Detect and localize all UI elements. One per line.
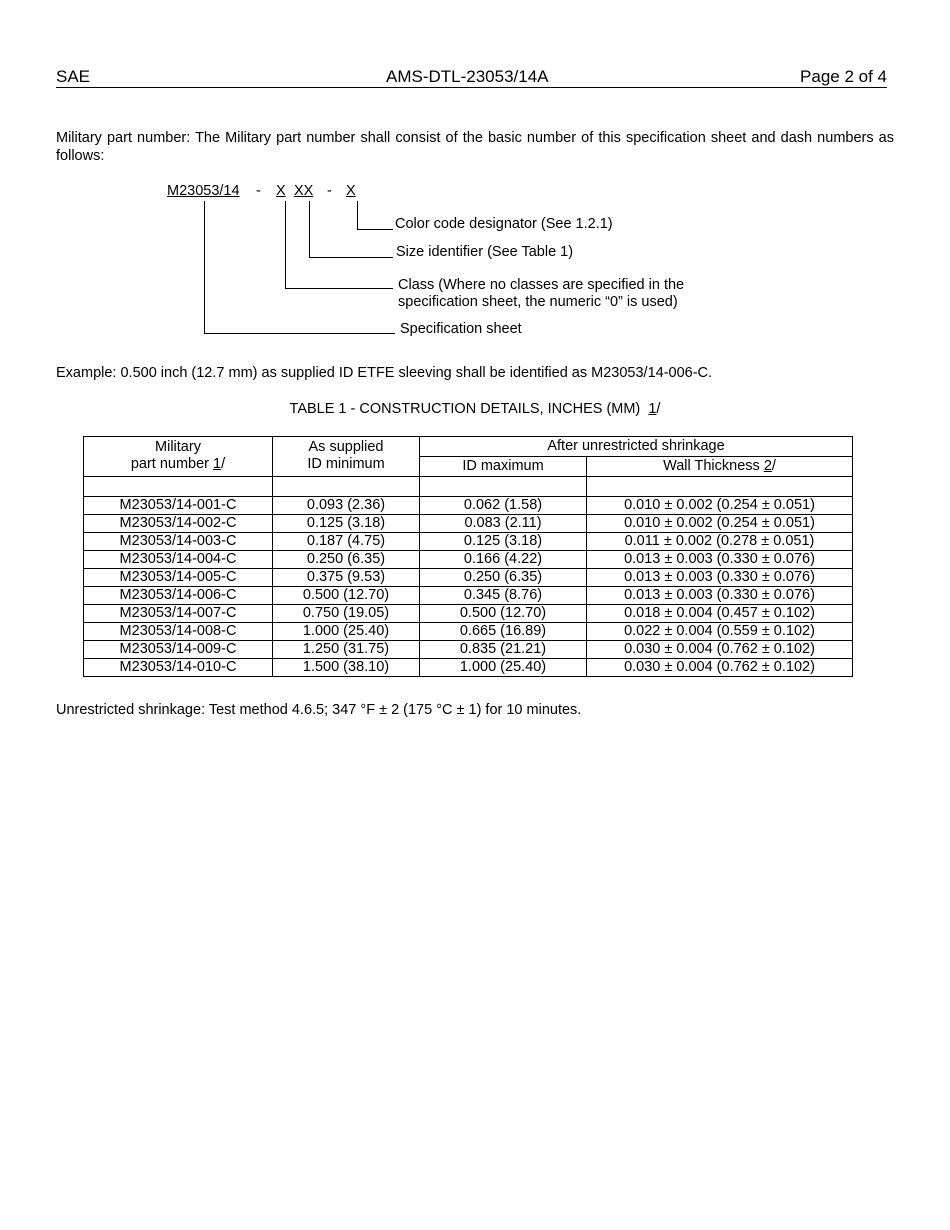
pn-dash-2: - <box>327 183 332 199</box>
intro-paragraph: Military part number: The Military part number shall consist of the basic number of this specification sheet and dash numbers as follows: <box>56 130 894 164</box>
header-wall-thickness <box>587 457 853 477</box>
cell-wall-thickness: 0.030 ± 0.004 (0.762 ± 0.102) <box>587 659 853 677</box>
header-page-number: Page 2 of 4 <box>800 67 887 86</box>
spacer-cell <box>587 477 853 497</box>
spacer-cell <box>420 477 587 497</box>
cell-id-maximum: 0.345 (8.76) <box>420 587 587 605</box>
size-connector-vertical <box>309 201 310 258</box>
cell-id-maximum: 0.083 (2.11) <box>420 515 587 533</box>
cell-wall-thickness: 0.013 ± 0.003 (0.330 ± 0.076) <box>587 587 853 605</box>
cell-id-maximum: 0.062 (1.58) <box>420 497 587 515</box>
cell-wall-thickness: 0.010 ± 0.002 (0.254 ± 0.051) <box>587 497 853 515</box>
label-color-code: Color code designator (See 1.2.1) <box>395 216 613 232</box>
pn-spec: M23053/14 <box>167 183 240 199</box>
table-body <box>84 497 853 677</box>
cell-wall-thickness: 0.011 ± 0.002 (0.278 ± 0.051) <box>587 533 853 551</box>
cell-part-number: M23053/14-007-C <box>84 605 273 623</box>
header-col1-suffix: / <box>221 456 226 472</box>
header-org: SAE <box>56 67 91 86</box>
table-row <box>84 641 853 659</box>
cell-part-number: M23053/14-004-C <box>84 551 273 569</box>
cell-wall-thickness: 0.010 ± 0.002 (0.254 ± 0.051) <box>587 515 853 533</box>
table-row <box>84 515 853 533</box>
cell-id-minimum: 1.000 (25.40) <box>273 623 420 641</box>
pn-dash-1: - <box>256 183 261 199</box>
table-row <box>84 605 853 623</box>
spacer-cell <box>273 477 420 497</box>
cell-part-number: M23053/14-008-C <box>84 623 273 641</box>
spec-connector-vertical <box>204 201 205 334</box>
header-col4-suffix: / <box>771 458 776 474</box>
label-class-line-2: specification sheet, the numeric “0” is used) <box>398 294 678 310</box>
cell-id-minimum: 0.500 (12.70) <box>273 587 420 605</box>
header-col1-line1: Military <box>155 439 201 455</box>
cell-id-maximum: 0.835 (21.21) <box>420 641 587 659</box>
cell-id-minimum: 1.500 (38.10) <box>273 659 420 677</box>
pn-color: X <box>346 183 356 199</box>
cell-wall-thickness: 0.022 ± 0.004 (0.559 ± 0.102) <box>587 623 853 641</box>
table-row <box>84 551 853 569</box>
header-as-supplied <box>273 437 420 477</box>
table-row <box>84 623 853 641</box>
table-row <box>84 587 853 605</box>
table-caption-text: TABLE 1 - CONSTRUCTION DETAILS, INCHES (MM) <box>289 401 641 417</box>
pn-class: X <box>276 183 286 199</box>
header-col4-text: Wall Thickness <box>663 458 760 474</box>
color-connector-vertical <box>357 201 358 230</box>
header-col1-line2: part number <box>130 456 210 472</box>
cell-part-number: M23053/14-010-C <box>84 659 273 677</box>
cell-id-maximum: 0.500 (12.70) <box>420 605 587 623</box>
header-military-part-number <box>84 437 273 477</box>
construction-details-table <box>83 436 853 677</box>
cell-part-number: M23053/14-001-C <box>84 497 273 515</box>
cell-wall-thickness: 0.030 ± 0.004 (0.762 ± 0.102) <box>587 641 853 659</box>
pn-size: XX <box>294 183 314 199</box>
color-connector-horizontal <box>357 229 393 230</box>
cell-id-maximum: 0.125 (3.18) <box>420 533 587 551</box>
header-col1-line2-wrap <box>84 456 272 473</box>
table-spacer-row <box>84 477 853 497</box>
cell-id-minimum: 0.750 (19.05) <box>273 605 420 623</box>
header-col2-line1: As supplied <box>308 439 384 455</box>
header-col1-note: 1 <box>213 456 222 472</box>
header-doc-id: AMS-DTL-23053/14A <box>386 67 549 86</box>
cell-part-number: M23053/14-005-C <box>84 569 273 587</box>
table-row <box>84 497 853 515</box>
cell-part-number: M23053/14-003-C <box>84 533 273 551</box>
table-caption <box>0 401 950 417</box>
header-id-maximum: ID maximum <box>420 457 587 477</box>
table-row <box>84 533 853 551</box>
cell-id-minimum: 0.125 (3.18) <box>273 515 420 533</box>
cell-id-maximum: 1.000 (25.40) <box>420 659 587 677</box>
cell-wall-thickness: 0.013 ± 0.003 (0.330 ± 0.076) <box>587 569 853 587</box>
table-caption-suffix: / <box>656 401 661 417</box>
cell-part-number: M23053/14-002-C <box>84 515 273 533</box>
label-class-line-1: Class (Where no classes are specified in the <box>398 277 685 293</box>
cell-id-minimum: 0.187 (4.75) <box>273 533 420 551</box>
header-rule <box>56 87 887 88</box>
class-connector-horizontal <box>285 288 393 289</box>
cell-id-maximum: 0.250 (6.35) <box>420 569 587 587</box>
spec-connector-horizontal <box>204 333 395 334</box>
label-spec-sheet: Specification sheet <box>400 321 522 337</box>
table-row <box>84 659 853 677</box>
cell-id-minimum: 0.375 (9.53) <box>273 569 420 587</box>
cell-id-maximum: 0.665 (16.89) <box>420 623 587 641</box>
cell-id-minimum: 1.250 (31.75) <box>273 641 420 659</box>
cell-part-number: M23053/14-009-C <box>84 641 273 659</box>
cell-wall-thickness: 0.013 ± 0.003 (0.330 ± 0.076) <box>587 551 853 569</box>
header-col2-line2: ID minimum <box>307 456 385 472</box>
shrinkage-note: Unrestricted shrinkage: Test method 4.6.5; 347 °F ± 2 (175 °C ± 1) for 10 minutes. <box>56 702 582 718</box>
header-col4-note: 2 <box>763 458 772 474</box>
label-size-identifier: Size identifier (See Table 1) <box>396 244 574 260</box>
spacer-cell <box>84 477 273 497</box>
cell-wall-thickness: 0.018 ± 0.004 (0.457 ± 0.102) <box>587 605 853 623</box>
cell-id-minimum: 0.093 (2.36) <box>273 497 420 515</box>
header-after-shrinkage: After unrestricted shrinkage <box>420 437 853 457</box>
cell-part-number: M23053/14-006-C <box>84 587 273 605</box>
example-text: Example: 0.500 inch (12.7 mm) as supplied ID ETFE sleeving shall be identified as M23053/14-006-C. <box>56 365 713 381</box>
table-row <box>84 569 853 587</box>
cell-id-maximum: 0.166 (4.22) <box>420 551 587 569</box>
cell-id-minimum: 0.250 (6.35) <box>273 551 420 569</box>
table-caption-note: 1 <box>648 401 657 417</box>
size-connector-horizontal <box>309 257 393 258</box>
class-connector-vertical <box>285 201 286 289</box>
